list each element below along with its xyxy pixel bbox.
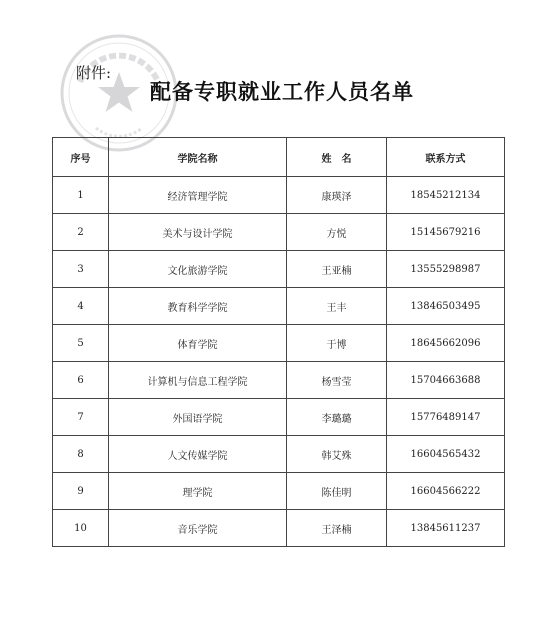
row-phone: 18545212134 [387, 177, 505, 214]
row-name: 方悦 [287, 214, 387, 251]
table-row [53, 214, 505, 251]
row-name: 韩艾殊 [287, 436, 387, 473]
row-index: 9 [53, 473, 109, 510]
row-name: 王泽楠 [287, 510, 387, 547]
row-college: 美术与设计学院 [109, 214, 287, 251]
table-row [53, 177, 505, 214]
row-college: 计算机与信息工程学院 [109, 362, 287, 399]
staff-table [52, 137, 505, 547]
row-name: 杨雪莹 [287, 362, 387, 399]
row-index: 6 [53, 362, 109, 399]
row-name: 于博 [287, 325, 387, 362]
row-college: 经济管理学院 [109, 177, 287, 214]
row-name: 王亚楠 [287, 251, 387, 288]
row-phone: 16604565432 [387, 436, 505, 473]
header-name: 姓 名 [287, 138, 387, 177]
row-college: 音乐学院 [109, 510, 287, 547]
table-row [53, 251, 505, 288]
table-row [53, 510, 505, 547]
row-college: 外国语学院 [109, 399, 287, 436]
row-index: 5 [53, 325, 109, 362]
seal-bottom-code [96, 128, 142, 136]
row-phone: 13846503495 [387, 288, 505, 325]
row-phone: 15776489147 [387, 399, 505, 436]
row-phone: 13555298987 [387, 251, 505, 288]
header-contact: 联系方式 [387, 138, 505, 177]
row-index: 8 [53, 436, 109, 473]
row-college: 教育科学学院 [109, 288, 287, 325]
document-title: 配备专职就业工作人员名单 [150, 80, 414, 104]
table-row [53, 473, 505, 510]
header-college: 学院名称 [109, 138, 287, 177]
header-index: 序号 [53, 138, 109, 177]
row-name: 王丰 [287, 288, 387, 325]
row-index: 7 [53, 399, 109, 436]
table-row [53, 362, 505, 399]
row-college: 体育学院 [109, 325, 287, 362]
row-college: 理学院 [109, 473, 287, 510]
row-phone: 18645662096 [387, 325, 505, 362]
table-row [53, 325, 505, 362]
table-row [53, 436, 505, 473]
row-index: 1 [53, 177, 109, 214]
table-header-row [53, 138, 505, 177]
row-college: 人文传媒学院 [109, 436, 287, 473]
row-phone: 16604566222 [387, 473, 505, 510]
row-phone: 15704663688 [387, 362, 505, 399]
row-index: 10 [53, 510, 109, 547]
row-phone: 13845611237 [387, 510, 505, 547]
row-index: 4 [53, 288, 109, 325]
table-row [53, 399, 505, 436]
row-phone: 15145679216 [387, 214, 505, 251]
row-index: 2 [53, 214, 109, 251]
row-name: 康瑛泽 [287, 177, 387, 214]
table-row [53, 288, 505, 325]
attachment-label: 附件: [76, 64, 112, 82]
row-index: 3 [53, 251, 109, 288]
row-college: 文化旅游学院 [109, 251, 287, 288]
row-name: 李璐璐 [287, 399, 387, 436]
row-name: 陈佳明 [287, 473, 387, 510]
